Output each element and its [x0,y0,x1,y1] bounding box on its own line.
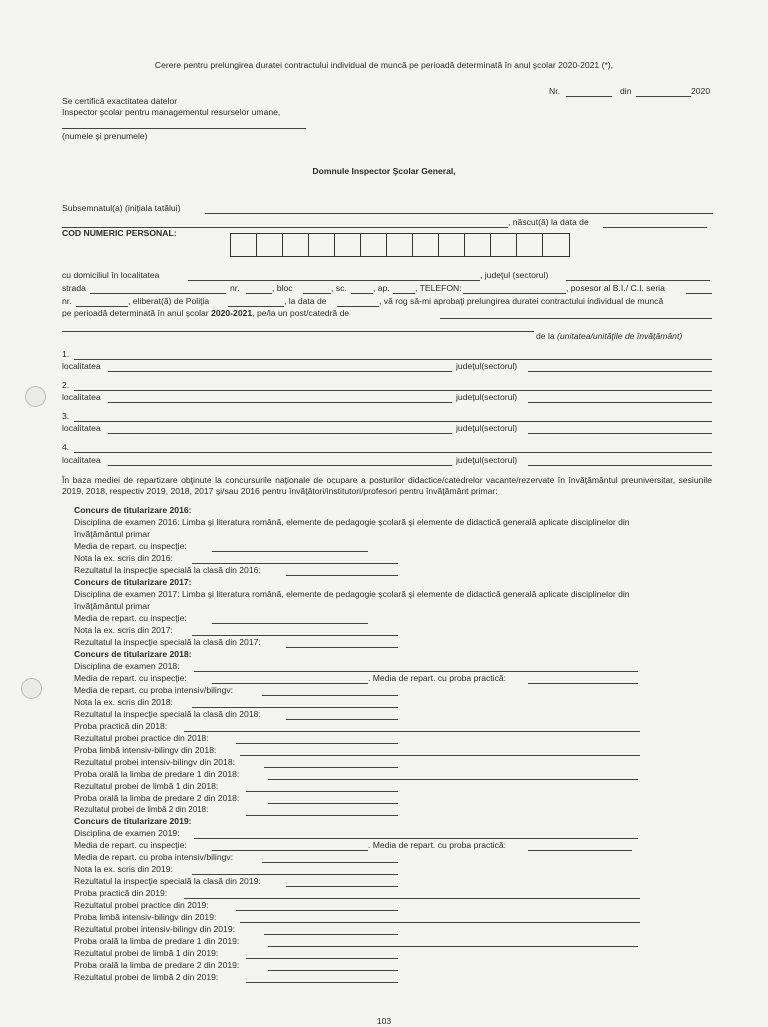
disciplina-2017: Disciplina de examen 2017: Limba şi literatura română, elemente de pedagogie şcolară şi elemente de didactică generală aplicate disciplinelor din [74,589,630,599]
entry-judet-label: judeţul(sectorul) [456,455,518,465]
orala1-2019-field[interactable] [268,946,638,947]
rezultat-2017-label: Rezultatul la inspecţie specială la clasă din 2017: [74,637,261,647]
entry-judet-field[interactable] [528,465,712,466]
intensiv-2019-field[interactable] [262,862,398,863]
strada-field[interactable] [90,293,226,294]
form-title: Cerere pentru prelungirea duratei contractului individual de muncă pe perioadă determinată în anul şcolar 2020-2021 (*), [154,60,614,70]
nota-2018-field[interactable] [192,707,398,708]
entry-localitatea-label: localitatea [62,361,101,371]
media-2018-label: Media de repart. cu inspecţie: [74,673,187,683]
entry-localitatea-label: localitatea [62,455,101,465]
cnp-digit-cell[interactable] [387,234,413,256]
orala1-2018-label: Proba orală la limba de predare 1 din 2018: [74,769,240,779]
cnp-digit-cell[interactable] [283,234,309,256]
disciplina-2018-label: Disciplina de examen 2018: [74,661,180,671]
date-field[interactable] [636,96,691,97]
entry-localitate-field[interactable] [108,465,452,466]
nota-2016-field[interactable] [192,563,398,564]
perioada-year: 2020-2021 [211,308,253,318]
orala2-2018-field[interactable] [268,803,398,804]
serie-field[interactable] [686,293,712,294]
entry-number: 4. [62,442,70,452]
ap-label: , ap. [373,283,390,293]
entry-localitatea-label: localitatea [62,423,101,433]
nr-ci-label: nr. [62,296,72,306]
cnp-digit-cell[interactable] [517,234,543,256]
de-la-text: de la [536,331,555,341]
ap-field[interactable] [393,293,415,294]
nota-2018-label: Nota la ex. scris din 2018: [74,697,173,707]
nr-label: Nr. [549,86,560,96]
salutation: Domnule Inspector Şcolar General, [312,166,456,176]
disciplina-2019-field[interactable] [194,838,638,839]
media-2019-label: Media de repart. cu inspecţie: [74,840,187,850]
de-la-label [536,331,682,342]
bloc-field[interactable] [303,293,331,294]
subsemnatul-label: Subsemnatul(a) (iniţiala tatălui) [62,203,181,213]
orala2-2019-label: Proba orală la limba de predare 2 din 2019: [74,960,240,970]
entry-unit-field[interactable] [74,359,712,360]
rog-text: , vă rog să-mi aprobaţi prelungirea duratei contractului individual de muncă [379,296,664,306]
politia-field[interactable] [228,306,284,307]
entry-number: 1. [62,349,70,359]
cnp-digit-cell[interactable] [439,234,465,256]
rez-practica-2019-field[interactable] [236,910,398,911]
cnp-field[interactable] [230,233,570,257]
inspector-name-field[interactable] [62,128,306,129]
rez-limba1-2018-field[interactable] [246,791,398,792]
eliberat-date-field[interactable] [337,306,379,307]
sc-field[interactable] [351,293,373,294]
media-2017-label: Media de repart. cu inspecţie: [74,613,187,623]
disciplina-2016: Disciplina de examen 2016: Limba şi literatura română, elemente de pedagogie şcolară şi elemente de didactică generală aplicate disciplinelor din [74,517,630,527]
media-2019-field[interactable] [212,850,368,851]
media-practica-2019-label: . Media de repart. cu proba practică: [368,840,507,850]
name-field[interactable] [205,213,713,214]
concurs-2016-heading: Concurs de titularizare 2016: [74,505,192,515]
concurs-2018-heading: Concurs de titularizare 2018: [74,649,192,659]
cnp-digit-cell[interactable] [309,234,335,256]
nr-street-label: nr. [230,283,240,293]
eliberat-label: , eliberat(ă) de Poliţia [128,296,210,306]
media-practica-2018-label: . Media de repart. cu proba practică: [368,673,507,683]
perioada-prefix: pe perioadă determinată în anul şcolar [62,308,209,318]
cnp-digit-cell[interactable] [361,234,387,256]
rez-practica-2019-label: Rezultatul probei practice din 2019: [74,900,209,910]
nascut-label: , născut(ă) la data de [508,217,589,227]
entry-unit-field[interactable] [74,390,712,391]
entry-number: 2. [62,380,70,390]
media-2017-field[interactable] [212,623,368,624]
entry-localitate-field[interactable] [108,402,452,403]
intensiv-2018-label: Media de repart. cu proba intensiv/bilingv: [74,685,234,695]
cnp-label: COD NUMERIC PERSONAL: [62,228,177,238]
practica-2018-label: Proba practică din 2018: [74,721,168,731]
page-number: 103 [376,1016,392,1026]
cnp-digit-cell[interactable] [465,234,491,256]
entry-judet-label: judeţul(sectorul) [456,392,518,402]
entry-localitatea-label: localitatea [62,392,101,402]
rez-limba1-2018-label: Rezultatul probei de limbă 1 din 2018: [74,781,219,791]
nota-2017-field[interactable] [192,635,398,636]
cnp-digit-cell[interactable] [491,234,517,256]
baza-mediei-paragraph: În baza mediei de repartizare obţinute la concursurile naţionale de ocupare a posturilor didactice/catedrelor vacante/rezervate în învăţământul preuniversitar, sesiunile 2019, 2018, respectiv 2019, 2018, 2017 şi/sau 2016 pentru învăţători/institutori/profesori pentru învăţământ primar: [62,475,712,496]
punch-hole-icon [25,386,46,407]
certify-line: Se certifică exactitatea datelor [62,96,178,106]
entry-localitate-field[interactable] [108,371,452,372]
entry-unit-field[interactable] [74,421,712,422]
entry-judet-label: judeţul(sectorul) [456,361,518,371]
disciplina-2016-cont: învăţământul primar [74,529,150,539]
perioada-label [62,308,349,319]
entry-judet-field[interactable] [528,402,712,403]
entry-judet-field[interactable] [528,433,712,434]
nota-2019-field[interactable] [192,874,398,875]
unitatea-hint: (unitatea/unităţile de învăţământ) [557,331,683,341]
localitatea-label: cu domiciliul în localitatea [62,270,160,280]
nota-2019-label: Nota la ex. scris din 2019: [74,864,173,874]
media-practica-2019-field[interactable] [528,850,632,851]
intensiv-2018-field[interactable] [262,695,398,696]
limba-intensiv-2019-field[interactable] [240,922,640,923]
post-field[interactable] [440,318,712,319]
inspector-line: Inspector şcolar pentru managementul resurselor umane, [62,107,281,117]
limba-intensiv-2018-label: Proba limbă intensiv-bilingv din 2018: [74,745,217,755]
rez-insp-2019-label: Rezultatul la inspecţie specială la clasă din 2019: [74,876,261,886]
disciplina-2019-label: Disciplina de examen 2019: [74,828,180,838]
media-practica-2018-field[interactable] [528,683,638,684]
orala2-2018-label: Proba orală la limba de predare 2 din 2018: [74,793,240,803]
rez-intensiv-2019-label: Rezultatul probei intensiv-bilingv din 2019: [74,924,235,934]
rez-limba2-2019-field[interactable] [246,982,398,983]
rez-intensiv-2018-field[interactable] [264,767,398,768]
media-2016-label: Media de repart. cu inspecţie: [74,541,187,551]
concurs-2019-heading: Concurs de titularizare 2019: [74,816,192,826]
practica-2018-field[interactable] [184,731,640,732]
posesor-label: , posesor al B.I./ C.I. seria [566,283,665,293]
orala2-2019-field[interactable] [268,970,398,971]
strada-label: strada [62,283,86,293]
rez-intensiv-2018-label: Rezultatul probei intensiv-bilingv din 2018: [74,757,235,767]
bloc-label: , bloc [272,283,293,293]
la-data-label: , la data de [284,296,327,306]
rez-limba1-2019-field[interactable] [246,958,398,959]
post-field-2[interactable] [62,331,534,332]
telefon-field[interactable] [463,293,566,294]
judet-label: , judeţul (sectorul) [480,270,549,280]
judet-field[interactable] [566,280,710,281]
practica-2019-field[interactable] [184,898,640,899]
media-2018-field[interactable] [212,683,368,684]
year-label: 2020 [691,86,711,96]
intensiv-2019-label: Media de repart. cu proba intensiv/bilingv: [74,852,234,862]
rez-limba2-2018-label: Rezultatul probei de limbă 2 din 2018: [74,805,209,814]
rezultat-2016-label: Rezultatul la inspecţie specială la clasă din 2016: [74,565,261,575]
disciplina-2018-field[interactable] [194,671,638,672]
rez-insp-2018-label: Rezultatul la inspecţie specială la clasă din 2018: [74,709,261,719]
entry-number: 3. [62,411,70,421]
practica-2019-label: Proba practică din 2019: [74,888,168,898]
rez-insp-2019-field[interactable] [286,886,398,887]
birthdate-field[interactable] [603,227,707,228]
ci-nr-field[interactable] [76,306,128,307]
rezultat-2016-field[interactable] [286,575,398,576]
nr-field[interactable] [566,96,612,97]
entry-localitate-field[interactable] [108,433,452,434]
limba-intensiv-2018-field[interactable] [240,755,640,756]
entry-unit-field[interactable] [74,452,712,453]
rez-limba2-2018-field[interactable] [246,815,398,816]
rez-insp-2018-field[interactable] [286,719,398,720]
nota-2017-label: Nota la ex. scris din 2017: [74,625,173,635]
cnp-digit-cell[interactable] [335,234,361,256]
cnp-digit-cell[interactable] [257,234,283,256]
sc-label: , sc. [331,283,347,293]
punch-hole-icon [21,678,42,699]
street-nr-field[interactable] [246,293,272,294]
rez-limba1-2019-label: Rezultatul probei de limbă 1 din 2019: [74,948,219,958]
din-label: din [620,86,632,96]
telefon-label: , TELEFON: [415,283,462,293]
name-hint: (numele şi prenumele) [62,131,148,141]
disciplina-2017-cont: învăţământul primar [74,601,150,611]
entry-judet-label: judeţul(sectorul) [456,423,518,433]
cnp-digit-cell[interactable] [543,234,569,256]
rez-intensiv-2019-field[interactable] [264,934,398,935]
media-2016-field[interactable] [212,551,368,552]
limba-intensiv-2019-label: Proba limbă intensiv-bilingv din 2019: [74,912,217,922]
orala1-2019-label: Proba orală la limba de predare 1 din 2019: [74,936,240,946]
cnp-digit-cell[interactable] [413,234,439,256]
cnp-digit-cell[interactable] [231,234,257,256]
orala1-2018-field[interactable] [268,779,638,780]
entry-judet-field[interactable] [528,371,712,372]
rez-limba2-2019-label: Rezultatul probei de limbă 2 din 2019: [74,972,219,982]
domiciliu-localitate-field[interactable] [188,280,480,281]
concurs-2017-heading: Concurs de titularizare 2017: [74,577,192,587]
nota-2016-label: Nota la ex. scris din 2016: [74,553,173,563]
rezultat-2017-field[interactable] [286,647,398,648]
rez-practica-2018-label: Rezultatul probei practice din 2018: [74,733,209,743]
rez-practica-2018-field[interactable] [236,743,398,744]
perioada-suffix: , pe/la un post/catedră de [252,308,350,318]
